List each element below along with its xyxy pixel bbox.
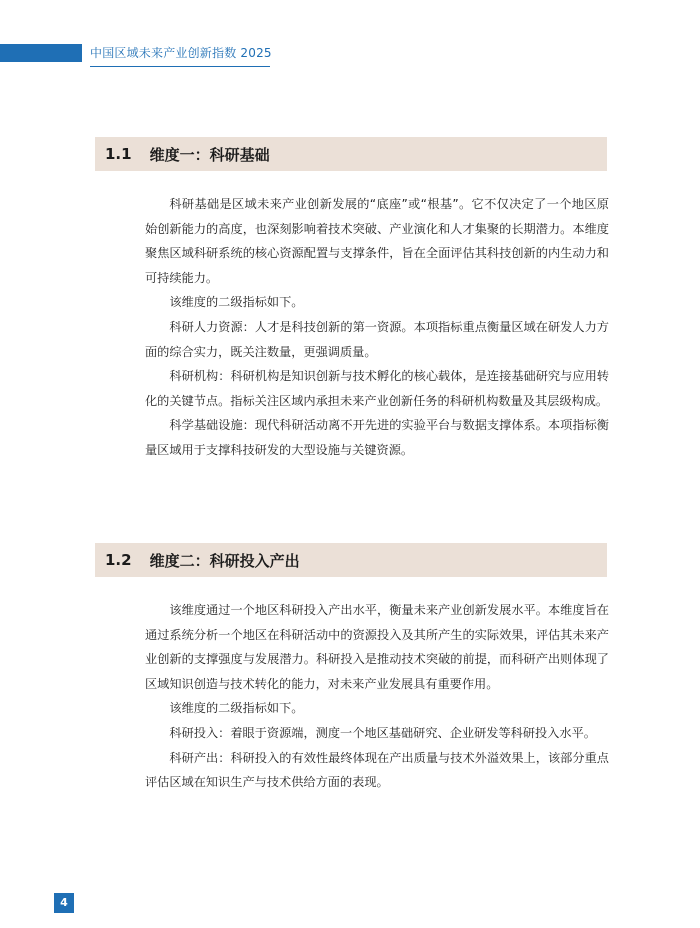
section-title: 维度一：科研基础 xyxy=(149,145,270,164)
paragraph: 该维度的二级指标如下。 xyxy=(169,295,304,310)
section-heading-1-2 xyxy=(95,543,607,577)
paragraph: 科研投入：着眼于资源端，测度一个地区基础研究、企业研发等科研投入水平。 xyxy=(169,725,596,740)
section-number: 1.1 xyxy=(105,145,132,163)
header-accent-bar xyxy=(0,44,82,62)
section-heading-1-1 xyxy=(95,137,607,171)
header-underline xyxy=(90,66,270,67)
section-number: 1.2 xyxy=(105,551,132,569)
paragraph: 科研产出：科研投入的有效性最终体现在产出质量与技术外溢效果上，该部分重点评估区域在知识生产与技术供给方面的表现。 xyxy=(145,750,609,790)
section-body-1-1 xyxy=(145,192,609,463)
paragraph: 科研机构：科研机构是知识创新与技术孵化的核心载体，是连接基础研究与应用转化的关键节点。指标关注区域内承担未来产业创新任务的科研机构数量及其层级构成。 xyxy=(145,369,609,408)
paragraph: 科研人力资源：人才是科技创新的第一资源。本项指标重点衡量区域在研发人力方面的综合实力，既关注数量，更强调质量。 xyxy=(145,319,609,359)
page-number: 4 xyxy=(54,893,74,913)
section-title: 维度二：科研投入产出 xyxy=(149,551,300,570)
paragraph: 该维度通过一个地区科研投入产出水平，衡量未来产业创新发展水平。本维度旨在通过系统分析一个地区在科研活动中的资源投入及其所产生的实际效果，评估其未来产业创新的支撑强度与发展潜力。科研投入是推动技术突破的前提，而科研产出则体现了区域知识创造与技术转化的能力，对未来产业发展具有重要作用。 xyxy=(145,603,609,691)
paragraph: 科研基础是区域未来产业创新发展的“底座”或“根基”。它不仅决定了一个地区原始创新能力的高度，也深刻影响着技术突破、产业演化和人才集聚的长期潜力。本维度聚焦区域科研系统的核心资源配置与支撑条件，旨在全面评估其科技创新的内生动力和可持续能力。 xyxy=(145,197,609,285)
section-body-1-2 xyxy=(145,598,609,795)
running-header-title: 中国区域未来产业创新指数 2025 xyxy=(90,46,272,60)
paragraph: 该维度的二级指标如下。 xyxy=(169,701,304,716)
paragraph: 科学基础设施：现代科研活动离不开先进的实验平台与数据支撑体系。本项指标衡量区域用于支撑科技研发的大型设施与关键资源。 xyxy=(145,418,609,457)
